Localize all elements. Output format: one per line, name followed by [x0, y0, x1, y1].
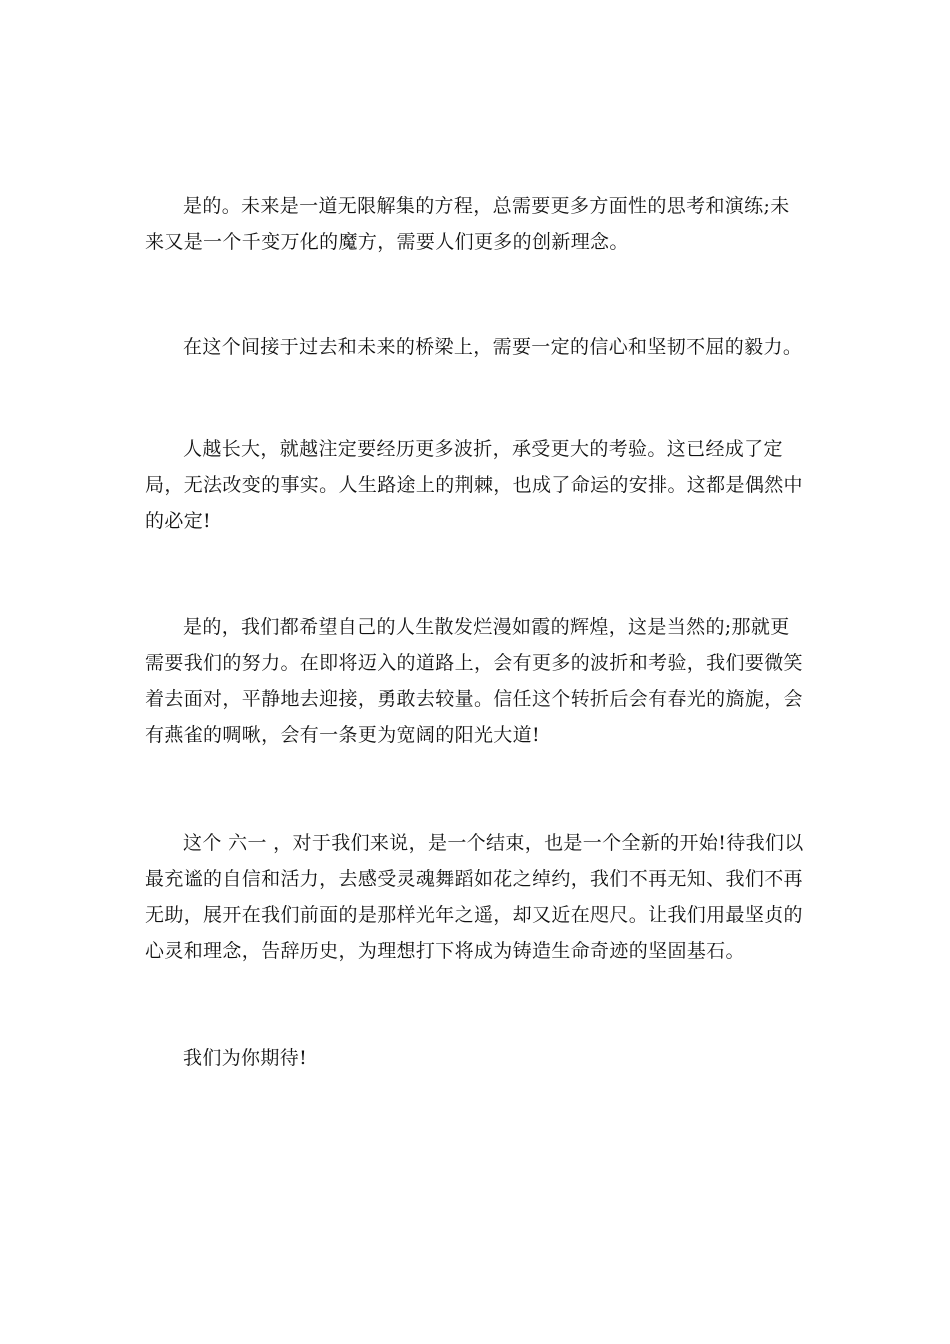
paragraph-new-beginning: 这个 六一 ，对于我们来说，是一个结束，也是一个全新的开始!待我们以最充谧的自信和活力，去感受灵魂舞蹈如花之绰约，我们不再无知、我们不再无助，展开在我们前面的是那样光年之遥，却又近在咫尺。让我们用最坚贞的心灵和理念，告辞历史，为理想打下将成为铸造生命奇迹的坚固基石。 [145, 832, 804, 962]
paragraph-future: 是的。未来是一道无限解集的方程，总需要更多方面性的思考和演练;未来又是一个千变万化的魔方，需要人们更多的创新理念。 [145, 195, 790, 253]
paragraph-bridge: 在这个间接于过去和未来的桥梁上，需要一定的信心和坚韧不屈的毅力。 [183, 336, 803, 358]
paragraph-growing-up: 人越长大，就越注定要经历更多波折，承受更大的考验。这已经成了定局，无法改变的事实。人生路途上的荆棘，也成了命运的安排。这都是偶然中的必定! [145, 438, 803, 532]
paragraph-closing: 我们为你期待! [183, 1047, 308, 1069]
paragraph-effort: 是的，我们都希望自己的人生散发烂漫如霞的辉煌，这是当然的;那就更需要我们的努力。在即将迈入的道路上，会有更多的波折和考验，我们要微笑着去面对，平静地去迎接，勇敢去较量。信任这个转折后会有春光的旖旎，会有燕雀的啁啾，会有一条更为宽阔的阳光大道! [145, 616, 803, 746]
